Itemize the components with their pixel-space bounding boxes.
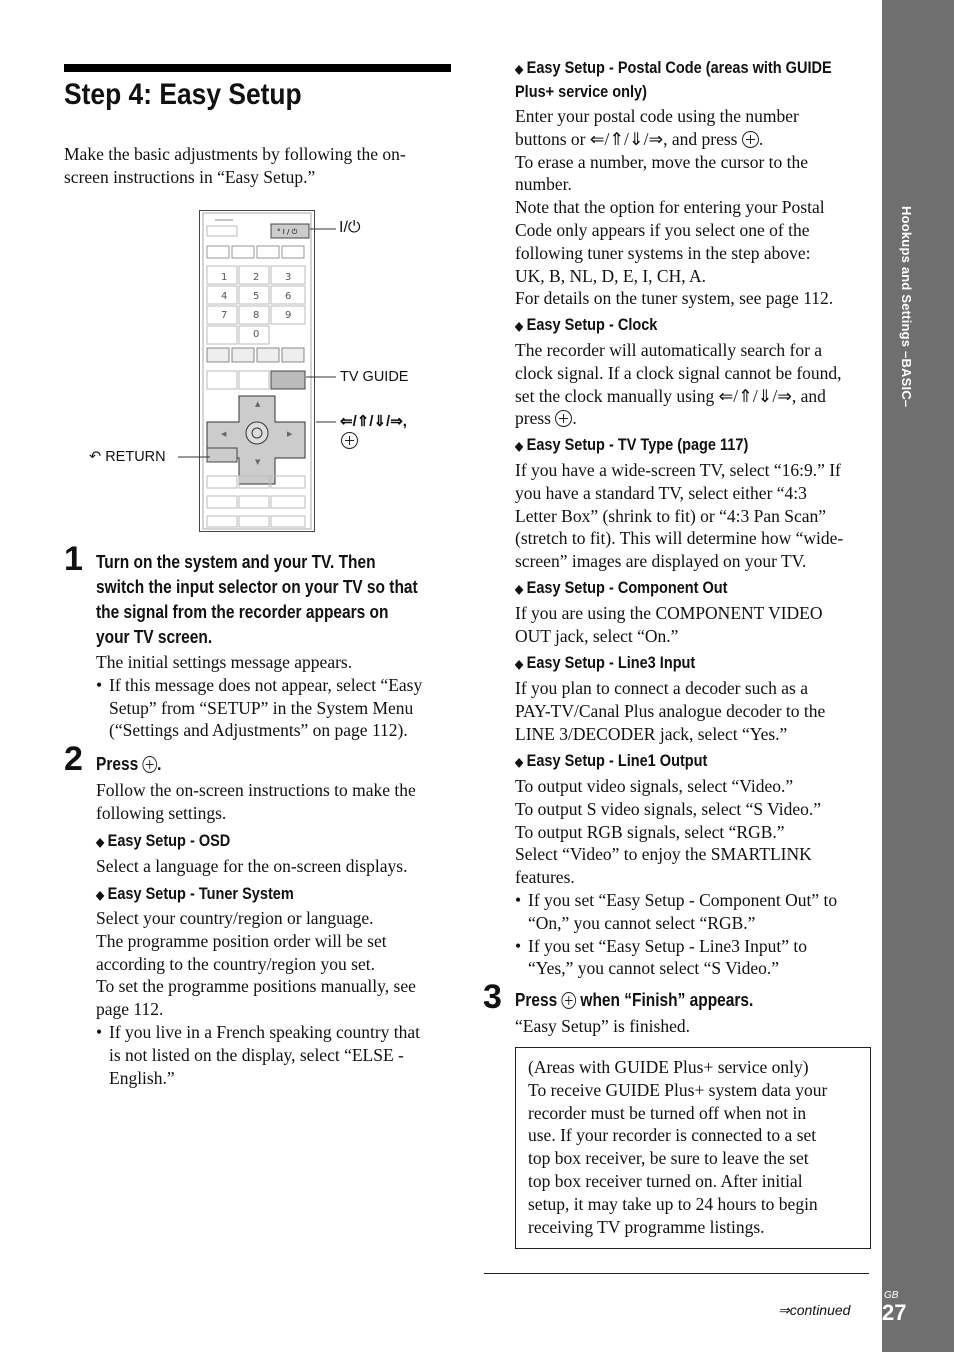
key-1: 1 bbox=[221, 272, 228, 283]
key-6: 6 bbox=[285, 291, 292, 302]
remote-callout-lines bbox=[170, 210, 340, 480]
clock-heading: ◆ Easy Setup - Clock bbox=[515, 316, 658, 334]
step-1-number: 1 bbox=[64, 540, 83, 578]
step-2-text: Follow the on-screen instructions to make the following settings. bbox=[96, 780, 416, 823]
line3-text: If you plan to connect a decoder such as a PAY-TV/Canal Plus analogue decoder to the LINE 3/DECODER jack, select “Yes.” bbox=[515, 678, 826, 744]
svg-text:° I / ⏻: ° I / ⏻ bbox=[277, 228, 298, 236]
page-title: Step 4: Easy Setup bbox=[64, 78, 302, 111]
key-0: 0 bbox=[253, 329, 260, 340]
key-9: 9 bbox=[285, 310, 292, 321]
step-1-heading: Turn on the system and your TV. Then switch the input selector on your TV so that the signal from the recorder appears on your TV screen. bbox=[96, 552, 418, 647]
clock-text: The recorder will automatically search for a clock signal. If a clock signal cannot be found, set the clock manually using ⇐/⇑/⇓/⇒, and press . bbox=[515, 340, 842, 429]
key-5: 5 bbox=[253, 291, 260, 302]
section-tab-label: Hookups and Settings –BASIC– bbox=[899, 206, 914, 408]
footer-rule bbox=[484, 1273, 869, 1274]
step-2-heading: Press . bbox=[96, 754, 162, 774]
osd-text: Select a language for the on-screen displays. bbox=[96, 856, 408, 876]
key-2: 2 bbox=[253, 272, 260, 283]
continued-label: ⇒continued bbox=[778, 1302, 851, 1318]
note-box: (Areas with GUIDE Plus+ service only) To receive GUIDE Plus+ system data your recorder must be turned off when not in use. If your recorder is connected to a set top box receiver, be sure to leave the set top box receiver turned on. After initial setup, it may take up to 24 hours to begin receiving TV programme listings. bbox=[515, 1047, 871, 1249]
tuner-heading: ◆ Easy Setup - Tuner System bbox=[96, 885, 294, 903]
region-mark: GB bbox=[884, 1290, 899, 1301]
osd-heading: ◆ Easy Setup - OSD bbox=[96, 832, 231, 850]
return-label: ↶ RETURN bbox=[89, 449, 166, 465]
key-7: 7 bbox=[221, 310, 228, 321]
side-tab bbox=[882, 0, 954, 1352]
tv-guide-label: TV GUIDE bbox=[340, 369, 409, 385]
tv-type-heading: ◆ Easy Setup - TV Type (page 117) bbox=[515, 436, 749, 454]
svg-text:▲: ▲ bbox=[255, 400, 261, 408]
svg-text:▶: ▶ bbox=[287, 430, 293, 438]
tuner-text: Select your country/region or language. The programme position order will be set according to the country/region you set. To set the programme positions manually, see page 112. • If you live in a French speaking country that is not listed on the display, select “ELSE - English.” bbox=[96, 907, 456, 1089]
key-3: 3 bbox=[285, 272, 292, 283]
line1-text: To output video signals, select “Video.” To output S video signals, select “S Video.” To output RGB signals, select “RGB.” Select “Video” to enjoy the SMARTLINK features. • If you set “Easy Setup - Component Out” to “On,” you cannot select “RGB.” • If you set “Easy Setup - Line3 Input” to “Yes,” you cannot select “S Video.” bbox=[515, 775, 875, 980]
tv-type-text: If you have a wide-screen TV, select “16:9.” If you have a standard TV, select either “4:3 Letter Box” (shrink to fit) or “4:3 Pan Scan” (stretch to fit). This will determine how “wide- screen” images are displayed on your TV. bbox=[515, 460, 844, 572]
postal-text: Enter your postal code using the number buttons or ⇐/⇑/⇓/⇒, and press . To erase a number, move the cursor to the number. Note that the option for entering your Postal Code only appears if you select one of the following tuner systems in the step above: UK, B, NL, D, E, I, CH, A. For details on the tuner system, see page 112. bbox=[515, 106, 834, 309]
step-3-heading: Press when “Finish” appears. bbox=[515, 990, 754, 1010]
arrows-label: ⇐/⇑/⇓/⇒, bbox=[340, 413, 407, 430]
enter-icon bbox=[555, 410, 572, 427]
power-label: I/⏻ bbox=[339, 219, 361, 236]
page-number: 27 bbox=[882, 1300, 907, 1325]
enter-icon bbox=[742, 131, 759, 148]
component-text: If you are using the COMPONENT VIDEO OUT jack, select “On.” bbox=[515, 603, 823, 646]
enter-icon bbox=[341, 432, 358, 451]
step-2-number: 2 bbox=[64, 740, 83, 778]
step-3-text: “Easy Setup” is finished. bbox=[515, 1016, 690, 1036]
step-1-text: The initial settings message appears. • If this message does not appear, select “Easy Setup” from “SETUP” in the System Menu (“Settings and Adjustments” on page 112). bbox=[96, 651, 456, 742]
line1-heading: ◆ Easy Setup - Line1 Output bbox=[515, 752, 708, 770]
enter-icon bbox=[561, 992, 576, 1009]
svg-text:◀: ◀ bbox=[221, 430, 227, 438]
enter-icon bbox=[142, 756, 157, 773]
component-heading: ◆ Easy Setup - Component Out bbox=[515, 579, 728, 597]
svg-text:▼: ▼ bbox=[255, 458, 261, 466]
title-rule bbox=[64, 64, 451, 72]
line3-heading: ◆ Easy Setup - Line3 Input bbox=[515, 654, 696, 672]
step-3-number: 3 bbox=[483, 978, 502, 1016]
return-icon: ↶ bbox=[89, 449, 106, 465]
key-8: 8 bbox=[253, 310, 260, 321]
postal-heading: ◆ Easy Setup - Postal Code (areas with GUIDE Plus+ service only) bbox=[515, 59, 832, 101]
key-4: 4 bbox=[221, 291, 228, 302]
intro-text: Make the basic adjustments by following the on- screen instructions in “Easy Setup.” bbox=[64, 144, 406, 187]
